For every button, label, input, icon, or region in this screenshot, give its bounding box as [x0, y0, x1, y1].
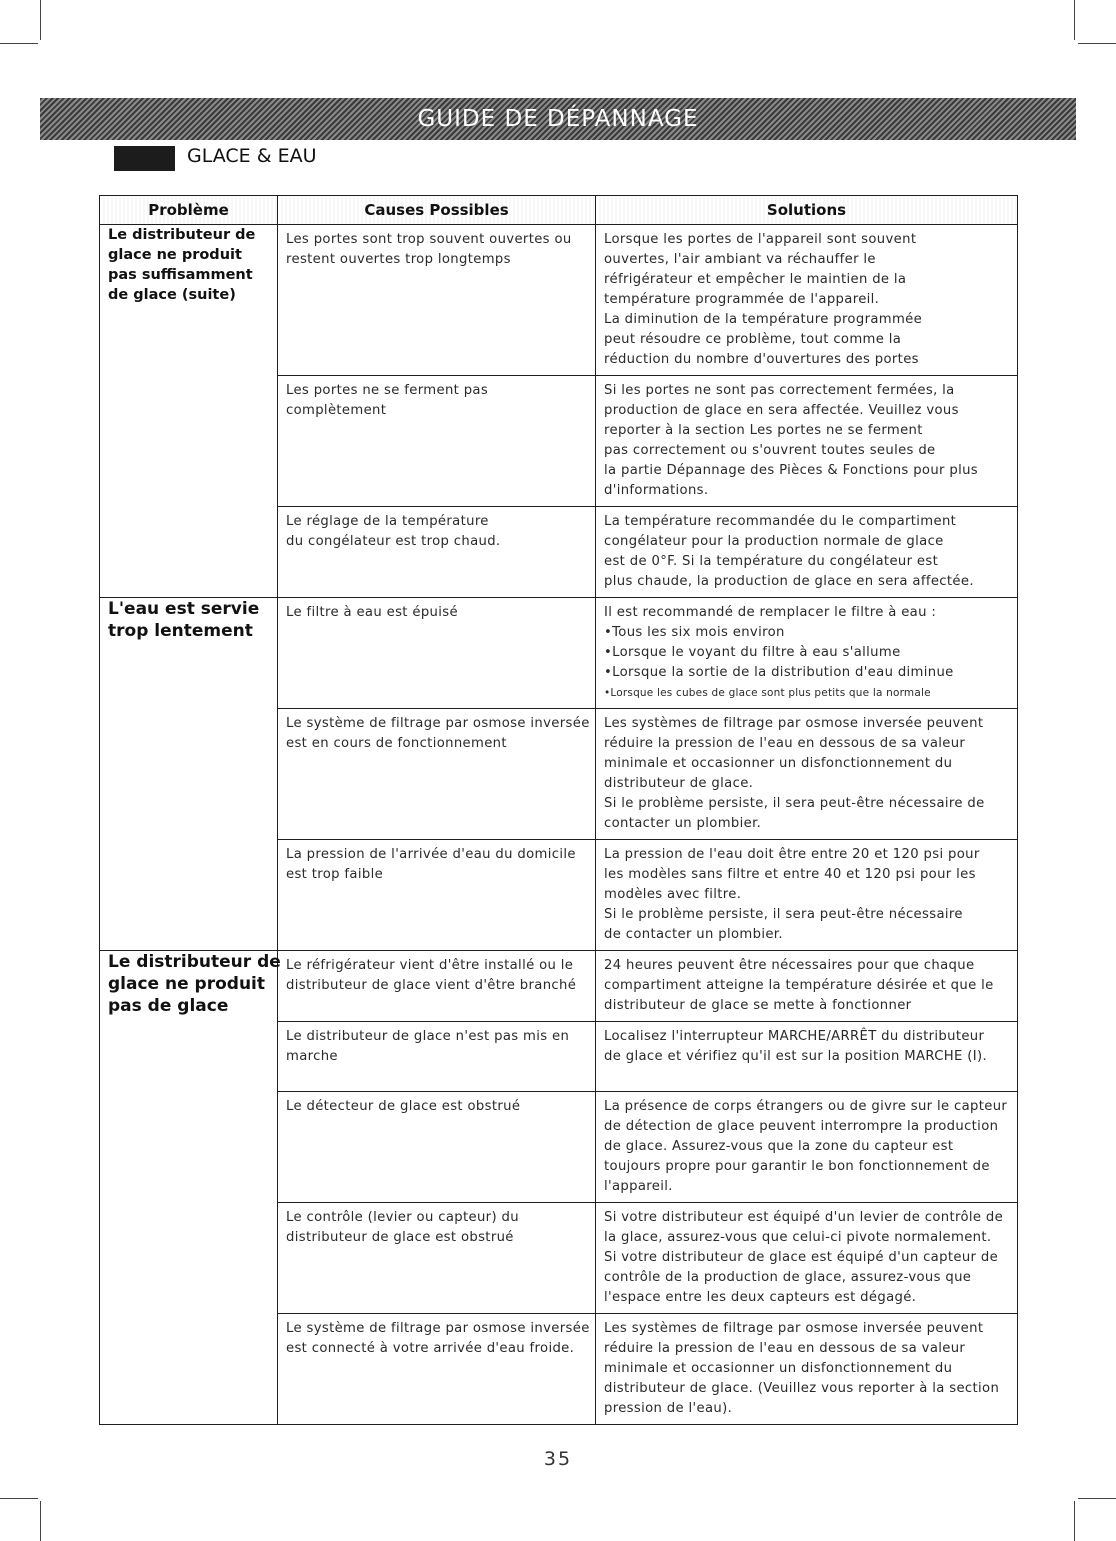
cause-cell	[278, 225, 596, 376]
solution-line: congélateur pour la production normale de glace	[604, 534, 944, 549]
cause-cell	[278, 507, 596, 598]
cause-line: Le distributeur de glace n'est pas mis en	[286, 1029, 570, 1044]
solution-line: Les systèmes de filtrage par osmose inversée peuvent	[604, 716, 984, 731]
problem-line: de glace (suite)	[108, 287, 236, 303]
table-row	[100, 598, 1018, 709]
troubleshooting-table	[99, 195, 1018, 1425]
problem-cell	[100, 598, 278, 951]
problem-line: Le distributeur de	[108, 227, 256, 243]
crop-mark-top-right-horizontal	[1078, 43, 1116, 44]
solution-cell	[596, 225, 1018, 376]
solution-line: Si le problème persiste, il sera peut-être nécessaire de	[604, 796, 985, 811]
solution-line: de détection de glace peuvent interrompre la production	[604, 1119, 999, 1134]
header-problem: Problème	[100, 196, 278, 225]
solution-line: •Lorsque la sortie de la distribution d'eau diminue	[604, 665, 954, 680]
cause-line: Le système de filtrage par osmose inversée	[286, 1321, 590, 1336]
solution-line: de contacter un plombier.	[604, 927, 783, 942]
solution-line: •Lorsque les cubes de glace sont plus petits que la normale	[604, 687, 931, 699]
solution-line: pression de l'eau).	[604, 1401, 733, 1416]
solution-line: La température recommandée du le compartiment	[604, 514, 957, 529]
cause-line: La pression de l'arrivée d'eau du domicile	[286, 847, 576, 862]
solution-line: •Lorsque le voyant du filtre à eau s'allume	[604, 645, 901, 660]
cause-line: Le détecteur de glace est obstrué	[286, 1099, 521, 1114]
table-row	[100, 951, 1018, 1022]
problem-line: glace ne produit	[108, 247, 242, 263]
solution-line: modèles avec filtre.	[604, 887, 742, 902]
solution-line: d'informations.	[604, 483, 709, 498]
cause-cell	[278, 840, 596, 951]
problem-cell	[100, 225, 278, 598]
table-row	[100, 225, 1018, 376]
solution-cell	[596, 598, 1018, 709]
header-solutions: Solutions	[596, 196, 1018, 225]
solution-cell	[596, 1022, 1018, 1092]
cause-line: marche	[286, 1049, 338, 1064]
crop-mark-top-right-vertical	[1074, 0, 1075, 40]
problem-line: Le distributeur de	[108, 952, 281, 972]
header-banner	[40, 98, 1076, 140]
cause-line: est en cours de fonctionnement	[286, 736, 507, 751]
page-number: 35	[543, 1448, 573, 1470]
solution-line: plus chaude, la production de glace en sera affectée.	[604, 574, 974, 589]
cause-line: Le réglage de la température	[286, 514, 489, 529]
cause-line: distributeur de glace vient d'être branché	[286, 978, 577, 993]
solution-line: La présence de corps étrangers ou de givre sur le capteur	[604, 1099, 1008, 1114]
solution-line: la partie Dépannage des Pièces & Fonctions pour plus	[604, 463, 979, 478]
cause-line: restent ouvertes trop longtemps	[286, 252, 511, 267]
cause-line: est trop faible	[286, 867, 384, 882]
solution-line: minimale et occasionner un disfonctionnement du	[604, 756, 953, 771]
solution-line: production de glace en sera affectée. Veuillez vous	[604, 403, 959, 418]
cause-line: distributeur de glace est obstrué	[286, 1230, 514, 1245]
header-causes: Causes Possibles	[278, 196, 596, 225]
solution-cell	[596, 840, 1018, 951]
solution-cell	[596, 1203, 1018, 1314]
cause-cell	[278, 1314, 596, 1425]
solution-line: Les systèmes de filtrage par osmose inversée peuvent	[604, 1321, 984, 1336]
solution-line: Localisez l'interrupteur MARCHE/ARRÊT du distributeur	[604, 1029, 985, 1044]
table-header-row	[100, 196, 1018, 225]
crop-mark-bottom-right-vertical	[1074, 1501, 1075, 1541]
crop-mark-bottom-left-horizontal	[0, 1498, 38, 1499]
problem-line: glace ne produit	[108, 974, 266, 994]
solution-line: contrôle de la production de glace, assurez-vous que	[604, 1270, 972, 1285]
solution-line: compartiment atteigne la température désirée et que le	[604, 978, 994, 993]
cause-cell	[278, 598, 596, 709]
solution-line: l'espace entre les deux capteurs est dégagé.	[604, 1290, 917, 1305]
solution-line: Il est recommandé de remplacer le filtre à eau :	[604, 605, 937, 620]
cause-cell	[278, 1203, 596, 1314]
solution-line: les modèles sans filtre et entre 40 et 120 psi pour les	[604, 867, 976, 882]
cause-cell	[278, 951, 596, 1022]
solution-line: contacter un plombier.	[604, 816, 762, 831]
solution-line: réfrigérateur et empêcher le maintien de la	[604, 272, 907, 287]
cause-line: du congélateur est trop chaud.	[286, 534, 501, 549]
cause-cell	[278, 709, 596, 840]
problem-line: trop lentement	[108, 621, 253, 641]
solution-line: ouvertes, l'air ambiant va réchauffer le	[604, 252, 876, 267]
solution-line: •Tous les six mois environ	[604, 625, 785, 640]
cause-cell	[278, 1022, 596, 1092]
solution-line: La diminution de la température programmée	[604, 312, 923, 327]
solution-line: de glace. Assurez-vous que la zone du capteur est	[604, 1139, 954, 1154]
solution-line: de glace et vérifiez qu'il est sur la position MARCHE (I).	[604, 1049, 988, 1064]
solution-line: distributeur de glace. (Veuillez vous reporter à la section	[604, 1381, 1000, 1396]
cause-line: Les portes sont trop souvent ouvertes ou	[286, 232, 572, 247]
section-title: GLACE & EAU	[187, 145, 317, 167]
solution-cell	[596, 376, 1018, 507]
solution-cell	[596, 951, 1018, 1022]
cause-line: Le système de filtrage par osmose inversée	[286, 716, 590, 731]
crop-mark-bottom-left-vertical	[40, 1501, 41, 1541]
cause-line: Le réfrigérateur vient d'être installé ou le	[286, 958, 574, 973]
problem-line: L'eau est servie	[108, 599, 260, 619]
crop-mark-top-left-vertical	[40, 0, 41, 40]
solution-line: l'appareil.	[604, 1179, 673, 1194]
solution-line: minimale et occasionner un disfonctionnement du	[604, 1361, 953, 1376]
cause-line: est connecté à votre arrivée d'eau froide.	[286, 1341, 575, 1356]
solution-cell	[596, 1092, 1018, 1203]
solution-line: Si le problème persiste, il sera peut-être nécessaire	[604, 907, 963, 922]
solution-line: Si les portes ne sont pas correctement fermées, la	[604, 383, 955, 398]
solution-line: la glace, assurez-vous que celui-ci pivote normalement.	[604, 1230, 992, 1245]
solution-line: réduction du nombre d'ouvertures des portes	[604, 352, 919, 367]
solution-cell	[596, 709, 1018, 840]
solution-line: distributeur de glace se mette à fonctionner	[604, 998, 912, 1013]
problem-line: pas de glace	[108, 996, 229, 1016]
solution-line: distributeur de glace.	[604, 776, 754, 791]
solution-line: pas correctement ou s'ouvrent toutes seules de	[604, 443, 936, 458]
solution-line: réduire la pression de l'eau en dessous de sa valeur	[604, 1341, 966, 1356]
solution-line: Si votre distributeur de glace est équipé d'un capteur de	[604, 1250, 999, 1265]
cause-cell	[278, 376, 596, 507]
solution-line: reporter à la section Les portes ne se ferment	[604, 423, 923, 438]
solution-cell	[596, 507, 1018, 598]
solution-line: La pression de l'eau doit être entre 20 et 120 psi pour	[604, 847, 980, 862]
cause-line: complètement	[286, 403, 387, 418]
solution-line: toujours propre pour garantir le bon fonctionnement de	[604, 1159, 990, 1174]
solution-line: 24 heures peuvent être nécessaires pour que chaque	[604, 958, 975, 973]
solution-line: Si votre distributeur est équipé d'un levier de contrôle de	[604, 1210, 1004, 1225]
cause-line: Les portes ne se ferment pas	[286, 383, 489, 398]
cause-line: Le filtre à eau est épuisé	[286, 605, 458, 620]
banner-title: GUIDE DE DÉPANNAGE	[417, 106, 699, 132]
solution-line: température programmée de l'appareil.	[604, 292, 880, 307]
solution-line: est de 0°F. Si la température du congélateur est	[604, 554, 939, 569]
problem-line: pas suffisamment	[108, 267, 253, 283]
solution-line: Lorsque les portes de l'appareil sont souvent	[604, 232, 917, 247]
problem-cell	[100, 951, 281, 1425]
solution-line: peut résoudre ce problème, tout comme la	[604, 332, 902, 347]
crop-mark-bottom-right-horizontal	[1078, 1498, 1116, 1499]
crop-mark-top-left-horizontal	[0, 43, 38, 44]
cause-line: Le contrôle (levier ou capteur) du	[286, 1210, 519, 1225]
section-marker	[114, 146, 175, 171]
solution-cell	[596, 1314, 1018, 1425]
solution-line: réduire la pression de l'eau en dessous de sa valeur	[604, 736, 966, 751]
cause-cell	[278, 1092, 596, 1203]
